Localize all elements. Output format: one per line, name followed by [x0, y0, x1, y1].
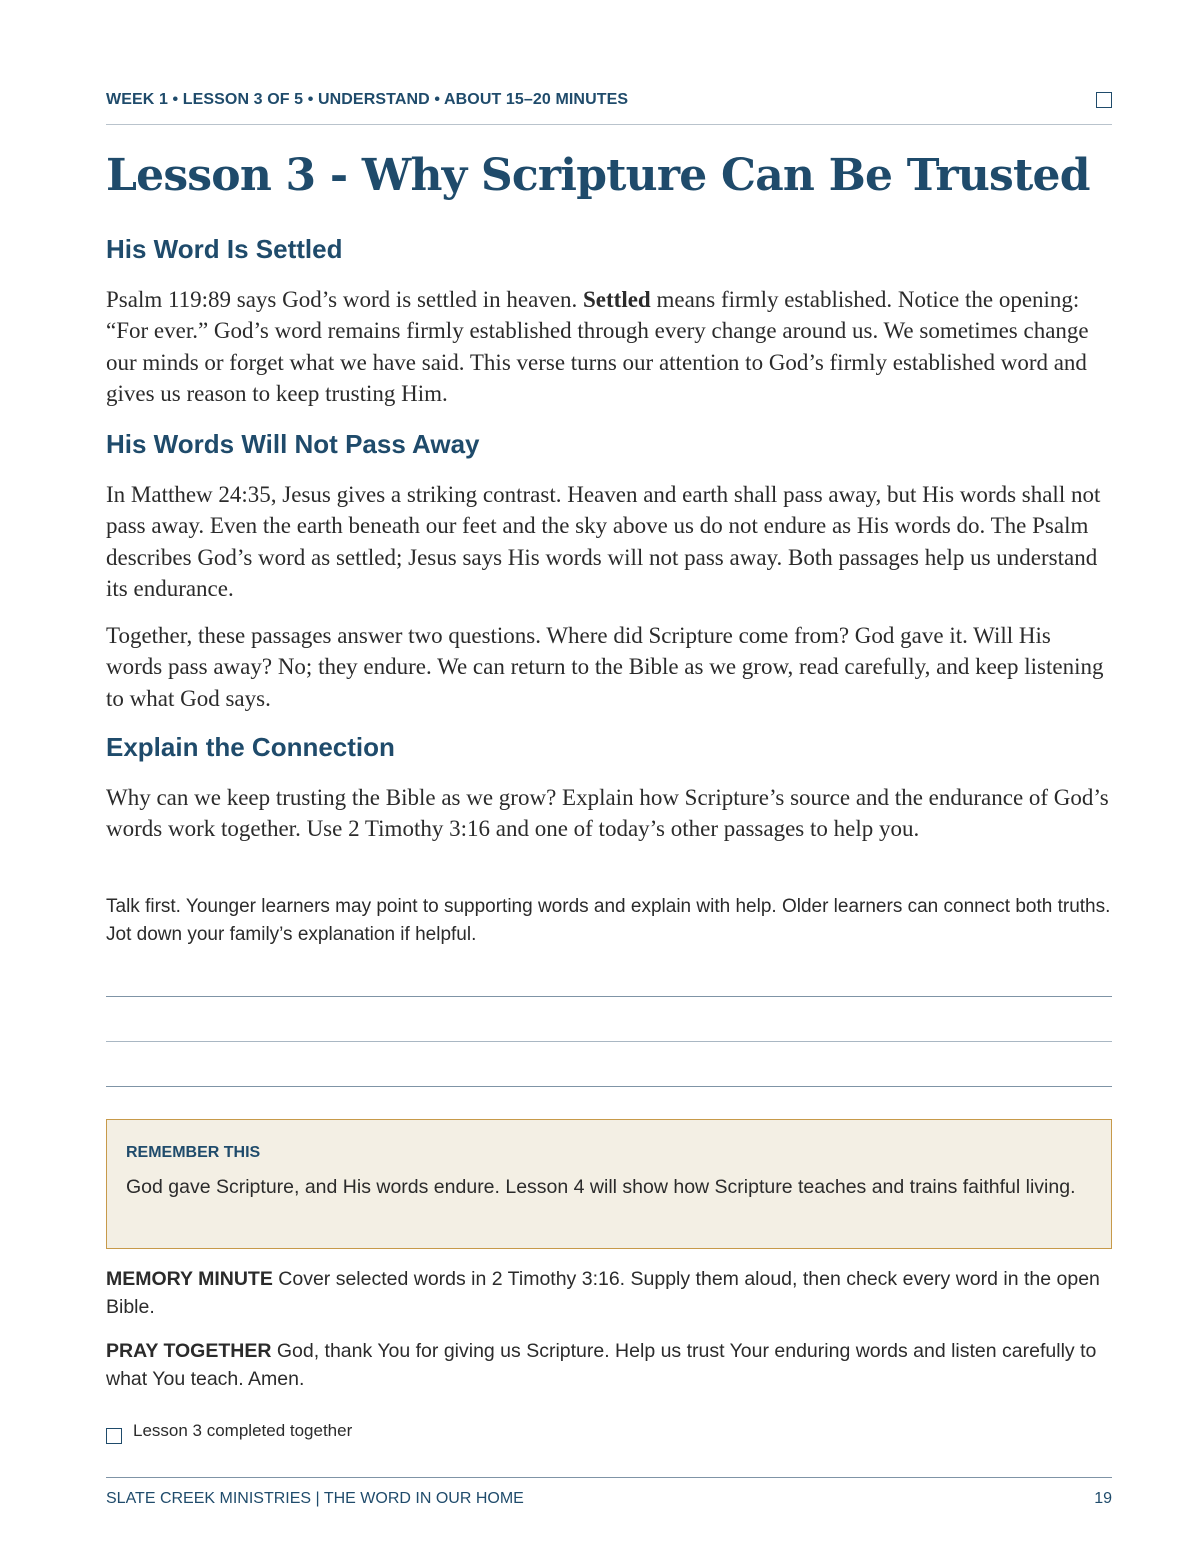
completion-checkbox-label: Lesson 3 completed together: [133, 1421, 353, 1440]
paragraph-text: means firmly established. Notice the opening: “For ever.” God’s word remains firmly established through every change around us. We sometimes change our minds or forget what we have said. This verse turns our attention to God’s firmly established word and gives us reason to keep trusting Him.: [106, 287, 1089, 406]
instruction-note: Talk first. Younger learners may point to supporting words and explain with help. Older learners can connect both truths. Jot down your family’s explanation if helpful.: [106, 896, 1111, 945]
section-heading-settled: His Word Is Settled: [106, 234, 343, 264]
page-number: 19: [1094, 1490, 1112, 1507]
pray-together: [106, 1337, 1112, 1393]
writing-line[interactable]: [106, 1086, 1112, 1087]
paragraph-pass-away-2: Together, these passages answer two questions. Where did Scripture come from? God gave it. Will His words pass away? No; they endure. We can return to the Bible as we grow, read carefully, and keep listening to what God says.: [106, 623, 1104, 711]
writing-line[interactable]: [106, 1041, 1112, 1042]
memory-minute-label: MEMORY MINUTE: [106, 1268, 273, 1290]
bold-term: Settled: [583, 287, 651, 312]
memory-minute: [106, 1265, 1112, 1321]
paragraph-pass-away-1: In Matthew 24:35, Jesus gives a striking contrast. Heaven and earth shall pass away, but His words shall not pass away. Even the earth beneath our feet and the sky above us do not endure as His words do. The Psalm describes God’s word as settled; Jesus says His words will not pass away. Both passages help us understand its endurance.: [106, 482, 1101, 601]
callout-text: God gave Scripture, and His words endure. Lesson 4 will show how Scripture teaches and trains faithful living.: [126, 1176, 1076, 1198]
pray-together-text: God, thank You for giving us Scripture. Help us trust Your enduring words and listen carefully to what You teach. Amen.: [106, 1340, 1097, 1390]
lesson-meta: WEEK 1 • LESSON 3 OF 5 • UNDERSTAND • ABOUT 15–20 MINUTES: [106, 91, 629, 108]
writing-line[interactable]: [106, 996, 1112, 997]
paragraph-settled: [106, 284, 1112, 409]
completion-checkbox[interactable]: [106, 1428, 122, 1444]
remember-callout: [106, 1119, 1112, 1249]
callout-label: REMEMBER THIS: [126, 1144, 261, 1161]
header-checkbox[interactable]: [1096, 92, 1112, 108]
section-heading-pass-away: His Words Will Not Pass Away: [106, 429, 480, 459]
paragraph-text: Psalm 119:89 says God’s word is settled in heaven.: [106, 287, 583, 312]
paragraph-connection: Why can we keep trusting the Bible as we grow? Explain how Scripture’s source and the endurance of God’s words work together. Use 2 Timothy 3:16 and one of today’s other passages to help you.: [106, 785, 1109, 842]
memory-minute-text: Cover selected words in 2 Timothy 3:16. Supply them aloud, then check every word in the open Bible.: [106, 1268, 1100, 1318]
page-title: Lesson 3 - Why Scripture Can Be Trusted: [106, 150, 1090, 201]
page-footer: [106, 1477, 1112, 1507]
section-heading-connection: Explain the Connection: [106, 732, 395, 762]
pray-together-label: PRAY TOGETHER: [106, 1340, 272, 1362]
footer-publisher: SLATE CREEK MINISTRIES | THE WORD IN OUR HOME: [106, 1490, 524, 1507]
lesson-header-bar: [106, 90, 1112, 125]
